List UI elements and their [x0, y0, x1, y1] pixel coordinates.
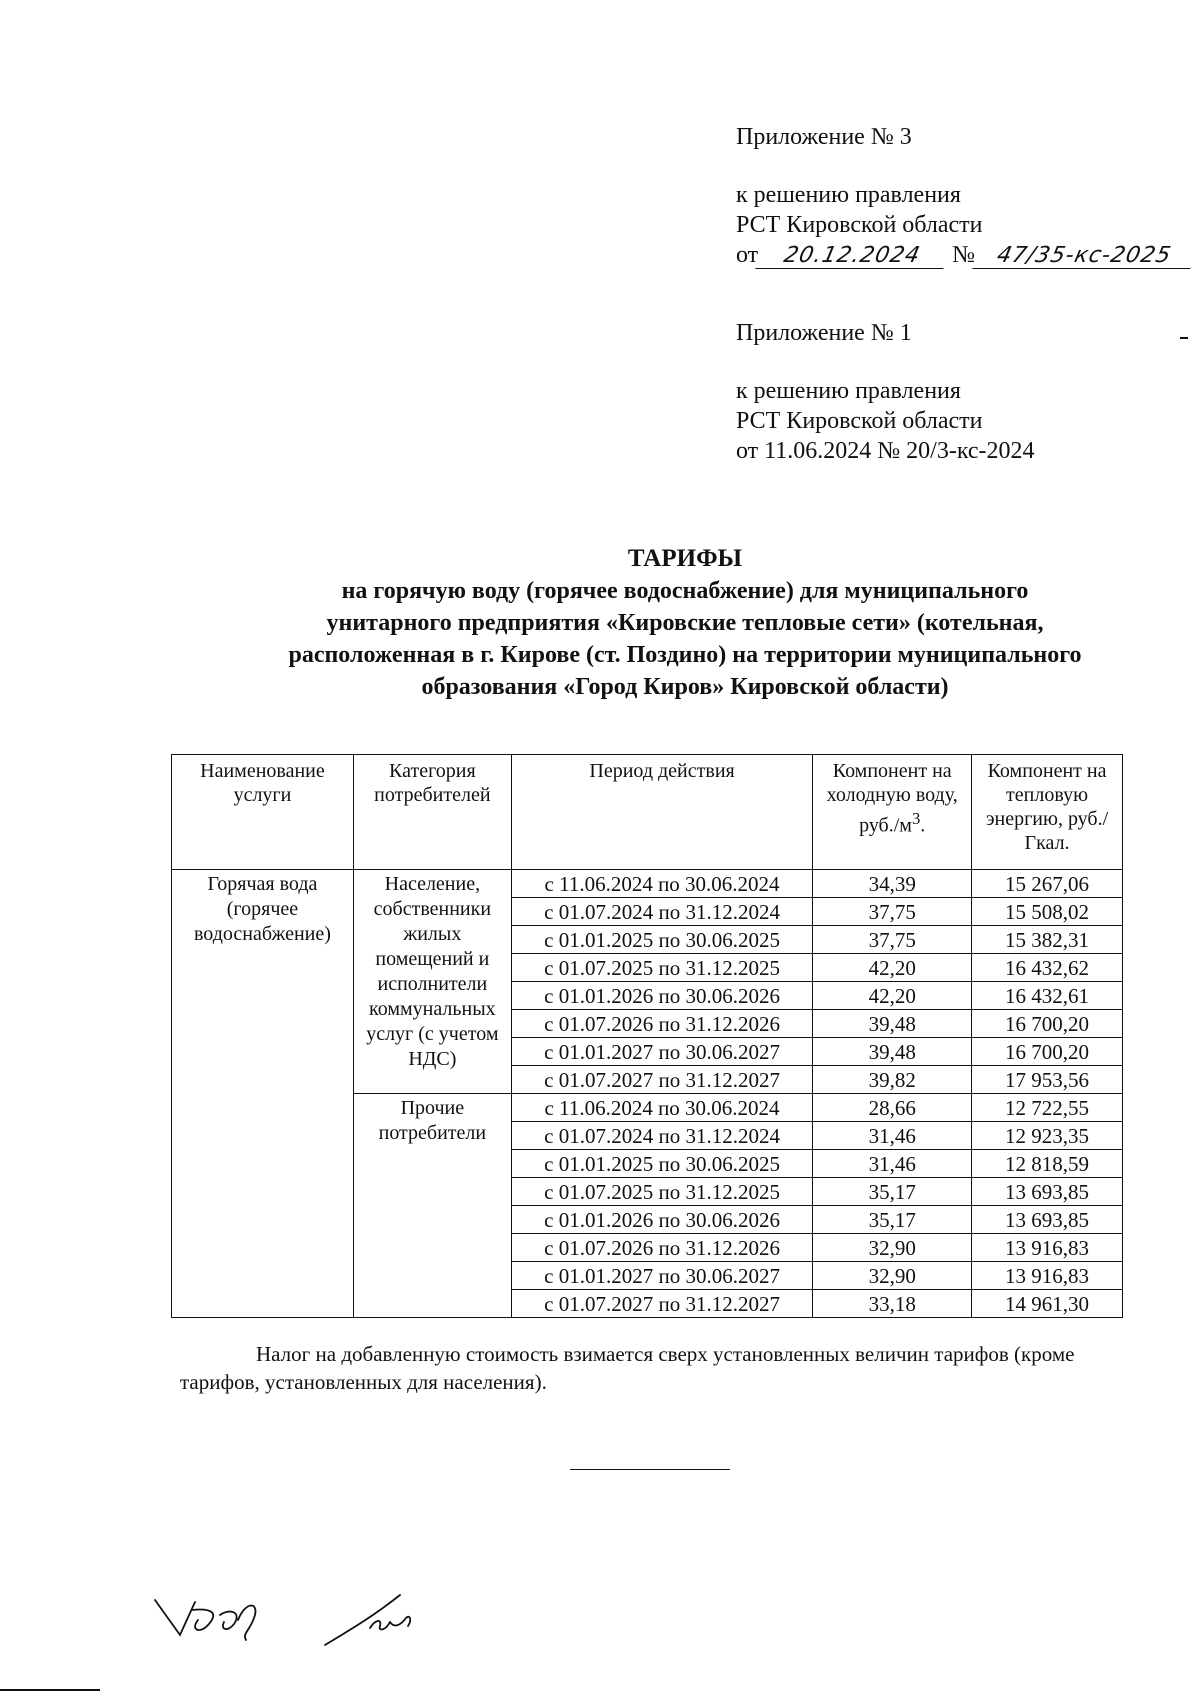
- appendix-1-line3: от 11.06.2024 № 20/3-кс-2024: [736, 438, 1035, 464]
- appendix-3-line1: к решению правления: [736, 182, 961, 208]
- cold-water-value-cell: 33,18: [813, 1290, 972, 1318]
- appendix-1-line2: РСТ Кировской области: [736, 408, 983, 434]
- appendix-1-title: Приложение № 1: [736, 320, 912, 346]
- consumer-category-cell: Прочие потребители: [353, 1094, 511, 1318]
- period-cell: с 01.01.2026 по 30.06.2026: [511, 982, 812, 1010]
- period-cell: с 01.07.2024 по 31.12.2024: [511, 1122, 812, 1150]
- appendix-3-block: [736, 122, 1193, 270]
- cold-water-value-cell: 31,46: [813, 1122, 972, 1150]
- cold-water-value-cell: 39,82: [813, 1066, 972, 1094]
- heat-energy-value-cell: 17 953,56: [972, 1066, 1123, 1094]
- cold-water-value-cell: 34,39: [813, 870, 972, 898]
- period-cell: с 01.07.2026 по 31.12.2026: [511, 1010, 812, 1038]
- cold-water-value-cell: 37,75: [813, 926, 972, 954]
- heat-energy-value-cell: 14 961,30: [972, 1290, 1123, 1318]
- document-heading: [150, 543, 1200, 703]
- heat-energy-value-cell: 13 916,83: [972, 1262, 1123, 1290]
- appendix-1-line1: к решению правления: [736, 378, 961, 404]
- margin-mark: [1180, 337, 1188, 339]
- handwritten-date: 20.12.2024: [756, 244, 949, 269]
- heat-energy-value-cell: 15 508,02: [972, 898, 1123, 926]
- heat-energy-value-cell: 16 700,20: [972, 1010, 1123, 1038]
- period-cell: с 01.01.2027 по 30.06.2027: [511, 1038, 812, 1066]
- header-validity-period: Период действия: [511, 755, 812, 870]
- heading-title: ТАРИФЫ: [627, 545, 743, 572]
- cold-water-value-cell: 39,48: [813, 1038, 972, 1066]
- header-consumer-category: Категория потребителей: [353, 755, 511, 870]
- number-label: №: [952, 242, 976, 268]
- header-cold-water-component: Компонент на холодную воду, $руб./м^3$.: [813, 755, 972, 870]
- heat-energy-value-cell: 12 923,35: [972, 1122, 1123, 1150]
- heading-line-1: на горячую воду (горячее водоснабжение) для муниципального: [341, 578, 1029, 604]
- period-cell: с 01.07.2024 по 31.12.2024: [511, 898, 812, 926]
- signature-1: [150, 1590, 290, 1650]
- period-cell: с 11.06.2024 по 30.06.2024: [511, 870, 812, 898]
- cold-water-value-cell: 42,20: [813, 954, 972, 982]
- cold-water-value-cell: 28,66: [813, 1094, 972, 1122]
- cold-water-value-cell: 42,20: [813, 982, 972, 1010]
- heading-line-2: унитарного предприятия «Кировские тепловые сети» (котельная,: [326, 610, 1044, 636]
- heat-energy-value-cell: 13 693,85: [972, 1206, 1123, 1234]
- heading-line-3: расположенная в г. Кирове (ст. Поздино) на территории муниципального: [288, 642, 1082, 668]
- heat-energy-value-cell: 13 693,85: [972, 1178, 1123, 1206]
- period-cell: с 01.01.2025 по 30.06.2025: [511, 1150, 812, 1178]
- cold-water-value-cell: 32,90: [813, 1234, 972, 1262]
- header-service-name: Наименование услуги: [172, 755, 354, 870]
- period-cell: с 01.07.2025 по 31.12.2025: [511, 1178, 812, 1206]
- handwritten-number: 47/35-кс-2025: [972, 244, 1195, 269]
- heading-line-4: образования «Город Киров» Кировской области): [421, 674, 949, 700]
- table-header-row: [172, 755, 1123, 870]
- from-label: от: [736, 242, 759, 268]
- heat-energy-value-cell: 13 916,83: [972, 1234, 1123, 1262]
- heat-energy-value-cell: 12 722,55: [972, 1094, 1123, 1122]
- service-name-cell: Горячая вода (горячее водоснабжение): [172, 870, 354, 1318]
- period-cell: с 01.07.2027 по 31.12.2027: [511, 1066, 812, 1094]
- appendix-3-decision-line: [736, 240, 1193, 270]
- cold-water-value-cell: 35,17: [813, 1178, 972, 1206]
- end-rule: [570, 1469, 730, 1470]
- appendix-3-title: Приложение № 3: [736, 124, 912, 150]
- appendix-1-block: [736, 318, 1035, 466]
- period-cell: с 01.01.2025 по 30.06.2025: [511, 926, 812, 954]
- period-cell: с 01.07.2027 по 31.12.2027: [511, 1290, 812, 1318]
- cold-water-value-cell: 32,90: [813, 1262, 972, 1290]
- period-cell: с 11.06.2024 по 30.06.2024: [511, 1094, 812, 1122]
- period-cell: с 01.07.2026 по 31.12.2026: [511, 1234, 812, 1262]
- heat-energy-value-cell: 15 267,06: [972, 870, 1123, 898]
- cold-water-value-cell: 31,46: [813, 1150, 972, 1178]
- cold-water-value-cell: 37,75: [813, 898, 972, 926]
- heat-energy-value-cell: 16 432,61: [972, 982, 1123, 1010]
- tariffs-table: [171, 754, 1123, 1318]
- heat-energy-value-cell: 12 818,59: [972, 1150, 1123, 1178]
- period-cell: с 01.07.2025 по 31.12.2025: [511, 954, 812, 982]
- footer-mark: [0, 1689, 100, 1691]
- heat-energy-value-cell: 16 700,20: [972, 1038, 1123, 1066]
- period-cell: с 01.01.2027 по 30.06.2027: [511, 1262, 812, 1290]
- cold-water-value-cell: 39,48: [813, 1010, 972, 1038]
- table-row: [172, 870, 1123, 898]
- vat-note: Налог на добавленную стоимость взимается сверх установленных величин тарифов (кроме тарифов, установленных для населения).: [180, 1342, 1075, 1394]
- header-heat-energy-component: Компонент на тепловую энергию, руб./Гкал.: [972, 755, 1123, 870]
- heat-energy-value-cell: 16 432,62: [972, 954, 1123, 982]
- heat-energy-value-cell: 15 382,31: [972, 926, 1123, 954]
- period-cell: с 01.01.2026 по 30.06.2026: [511, 1206, 812, 1234]
- signature-2: [320, 1590, 430, 1650]
- cold-water-value-cell: 35,17: [813, 1206, 972, 1234]
- appendix-3-line2: РСТ Кировской области: [736, 212, 983, 238]
- consumer-category-cell: Население, собственники жилых помещений и исполнители коммунальных услуг (с учетом НДС): [353, 870, 511, 1094]
